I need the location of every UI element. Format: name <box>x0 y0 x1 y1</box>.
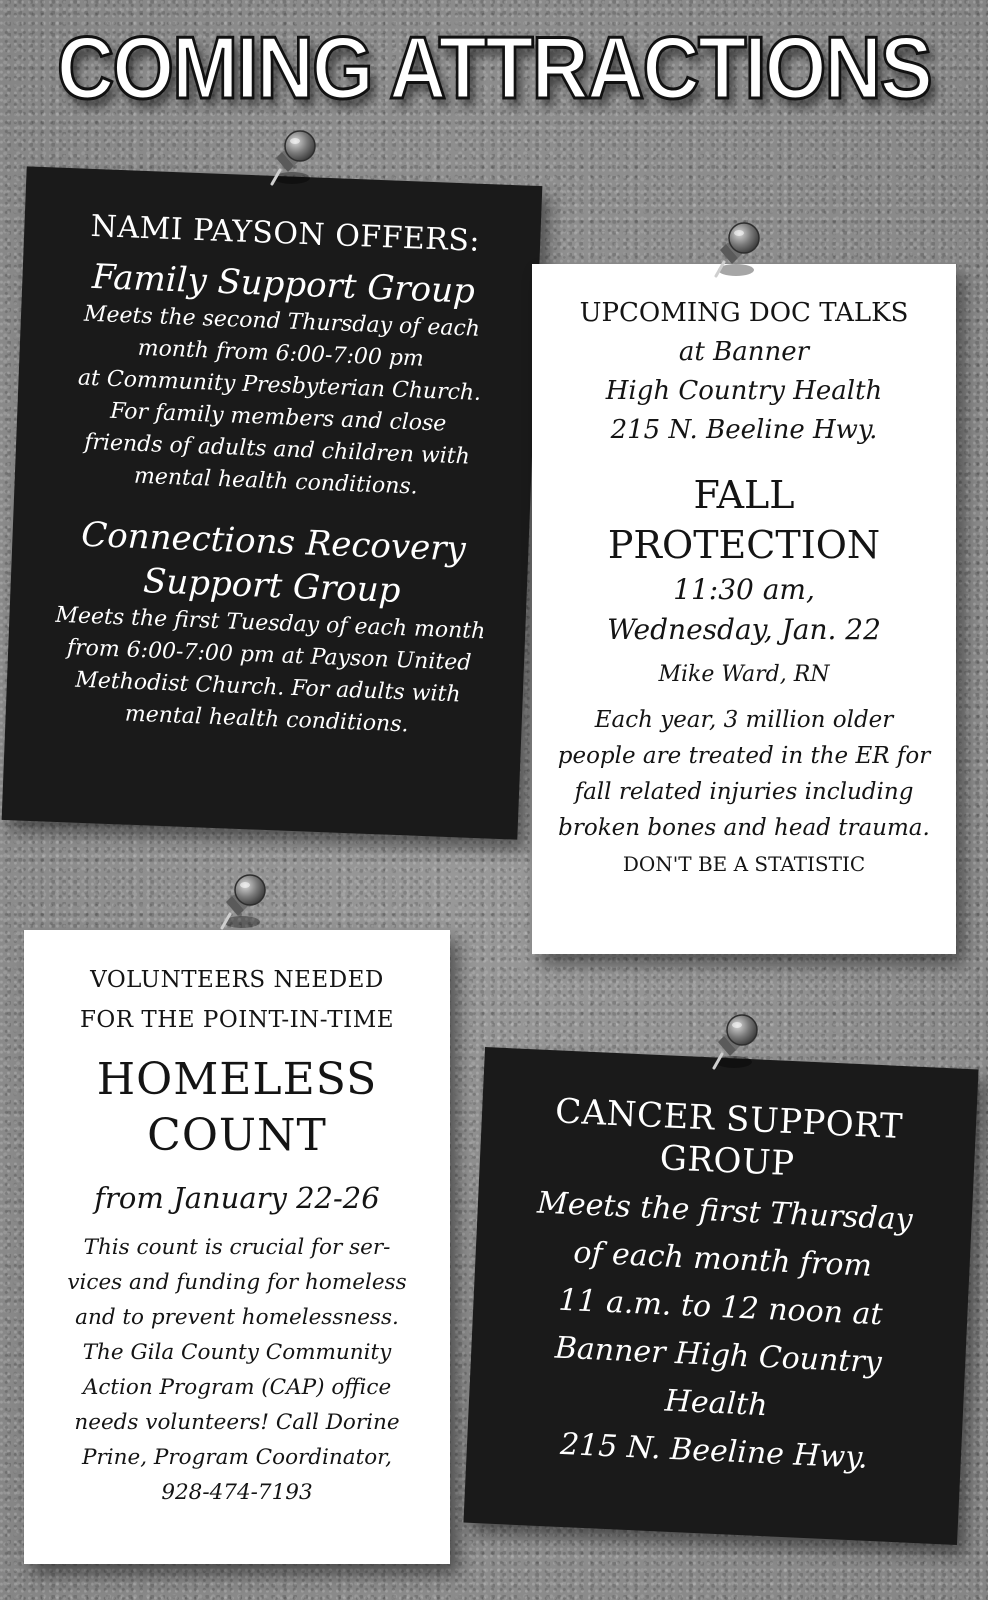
body-line: from 6:00-7:00 pm at Payson United <box>66 635 472 676</box>
speaker-name: Mike Ward, RN <box>658 662 830 687</box>
body-line: month from 6:00-7:00 pm <box>137 335 425 372</box>
title-line: PROTECTION <box>607 523 881 567</box>
homeless-dates: from January 22-26 <box>94 1181 380 1215</box>
doc-talks-intro <box>550 294 938 450</box>
intro-line: UPCOMING DOC TALKS <box>579 298 909 328</box>
body-line: This count is crucial for ser- <box>83 1235 391 1260</box>
body-line: needs volunteers! Call Dorine <box>74 1410 400 1435</box>
body-line: fall related injuries including <box>574 779 914 805</box>
connections-recovery-title <box>44 511 501 616</box>
intro-line: 215 N. Beeline Hwy. <box>610 415 878 445</box>
body-line: Methodist Church. For adults with <box>74 667 461 708</box>
cancer-support-note <box>463 1047 978 1545</box>
title-line: CANCER SUPPORT <box>554 1091 904 1148</box>
body-line: Prine, Program Coordinator, <box>82 1445 392 1470</box>
intro-line: VOLUNTEERS NEEDED <box>90 967 384 993</box>
body-line: 11 a.m. to 12 noon at <box>557 1282 884 1333</box>
nami-heading: NAMI PAYSON OFFERS: <box>90 208 481 259</box>
title-line: GROUP <box>658 1138 796 1185</box>
body-line: and to prevent homelessness. <box>75 1305 399 1330</box>
title-line: COUNT <box>147 1110 327 1161</box>
body-line: Action Program (CAP) office <box>82 1375 392 1400</box>
body-line: Each year, 3 million older <box>594 707 894 733</box>
title-line: Support Group <box>142 561 402 611</box>
homeless-body <box>38 1230 436 1510</box>
title-line: HOMELESS <box>96 1054 378 1105</box>
body-line: The Gila County Community <box>82 1340 392 1365</box>
intro-line: High Country Health <box>605 376 883 406</box>
time-line: 11:30 am, <box>673 573 815 606</box>
body-line: mental health conditions. <box>133 463 419 500</box>
pushpin-icon <box>700 1012 762 1074</box>
nami-note <box>2 166 543 839</box>
body-line: vices and funding for homeless <box>67 1270 407 1295</box>
homeless-count-title <box>38 1052 436 1164</box>
body-line: mental health conditions. <box>124 701 409 738</box>
cancer-support-body <box>486 1178 953 1486</box>
body-line: people are treated in the ER for <box>557 743 931 769</box>
body-line: Meets the first Tuesday of each month <box>55 602 486 645</box>
doc-talk-body <box>550 702 938 846</box>
pushpin-icon <box>208 872 270 934</box>
family-support-body <box>48 298 509 507</box>
body-line: Meets the first Thursday <box>536 1185 914 1238</box>
body-line: Health <box>663 1383 769 1424</box>
body-line: 215 N. Beeline Hwy. <box>559 1426 869 1476</box>
title-line: Connections Recovery <box>80 514 467 570</box>
family-support-title: Family Support Group <box>91 256 476 312</box>
pushpin-icon <box>702 220 764 282</box>
cancer-support-title <box>499 1088 956 1193</box>
body-line: For family members and close <box>109 398 447 437</box>
body-line: friends of adults and children with <box>83 429 471 470</box>
doc-talk-time <box>550 570 938 650</box>
body-line: of each month from <box>572 1235 873 1284</box>
pushpin-icon <box>258 128 320 190</box>
intro-line: at Banner <box>678 337 810 367</box>
connections-recovery-body <box>39 599 498 744</box>
body-line: broken bones and head trauma. <box>558 815 930 841</box>
intro-line: FOR THE POINT-IN-TIME <box>79 1007 395 1033</box>
fall-protection-title <box>550 470 938 570</box>
body-line: at Community Presbyterian Church. <box>77 365 482 406</box>
closing-line: DON'T BE A STATISTIC <box>622 852 866 876</box>
title-line: FALL <box>693 473 795 517</box>
doc-talks-note <box>532 264 956 954</box>
body-line: Meets the second Thursday of each <box>83 301 481 342</box>
time-line: Wednesday, Jan. 22 <box>607 613 881 646</box>
homeless-count-note <box>24 930 450 1564</box>
phone-number: 928-474-7193 <box>161 1480 313 1505</box>
page-title: COMING ATTRACTIONS <box>57 18 931 117</box>
body-line: Banner High Country <box>554 1330 883 1381</box>
homeless-intro <box>38 960 436 1040</box>
